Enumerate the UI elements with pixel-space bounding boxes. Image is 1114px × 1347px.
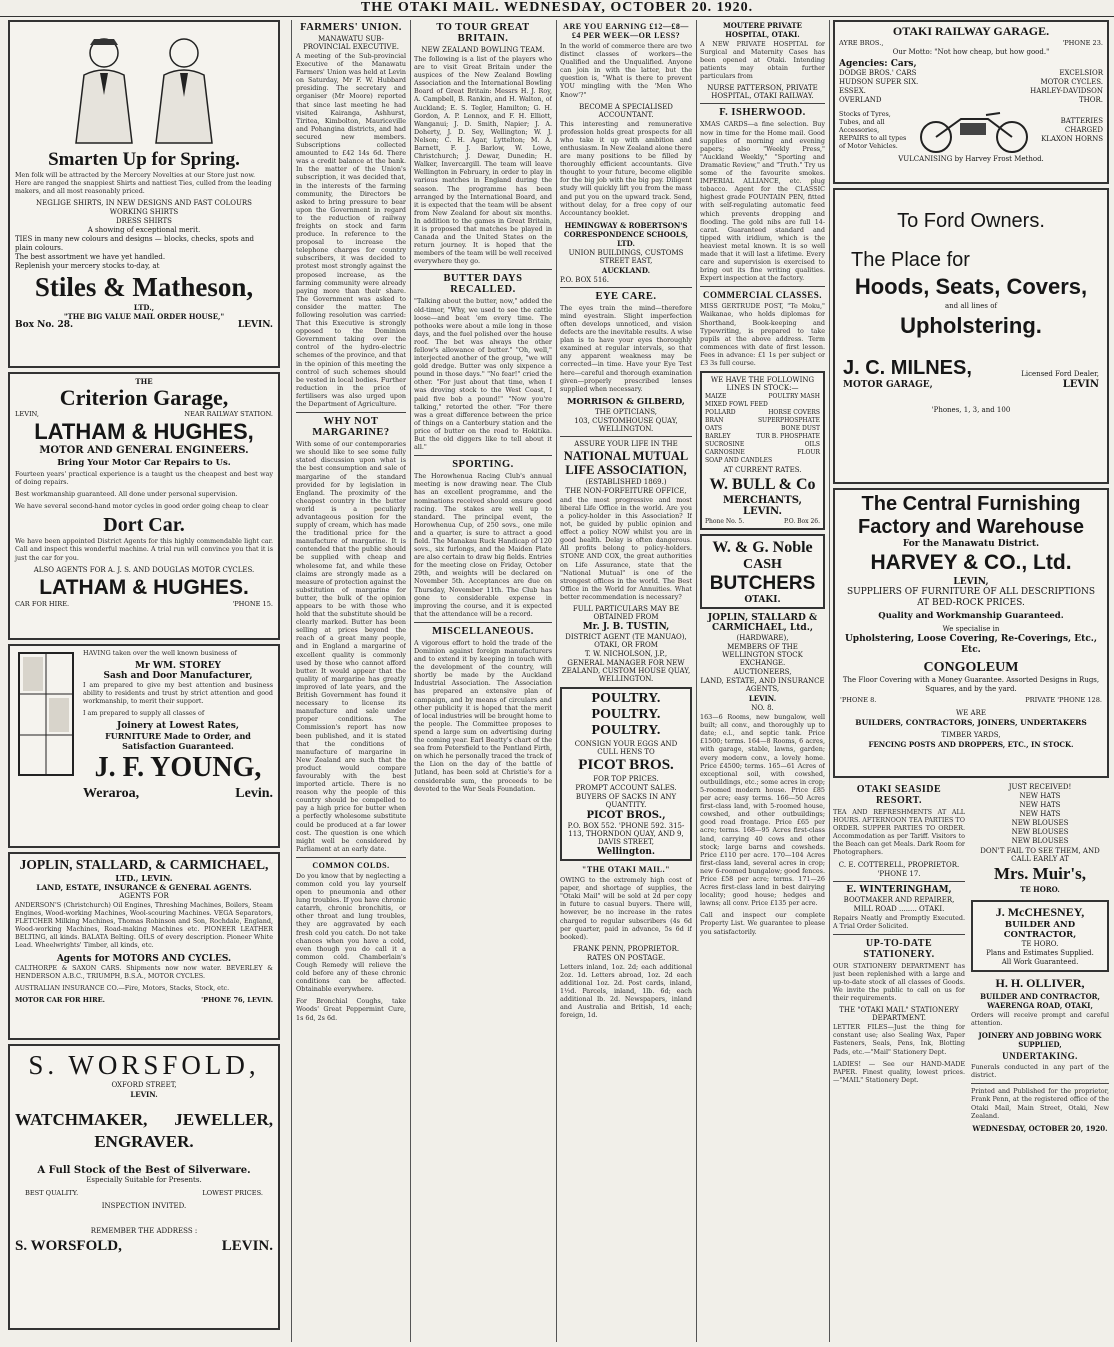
nicholson-name: T. W. NICHOLSON, J.P., xyxy=(584,650,668,659)
milnes-name: J. C. MILNES, xyxy=(843,357,972,379)
joplin-name: JOPLIN, STALLARD, & CARMICHAEL, xyxy=(19,857,269,872)
mcchesney-ad xyxy=(971,900,1109,972)
criterion-the: THE xyxy=(135,377,153,386)
stiles-name: Stiles & Matheson, xyxy=(34,272,254,303)
otaki-mail-prop: FRANK PENN, PROPRIETOR. xyxy=(572,944,680,953)
earning-become: BECOME A SPECIALISED ACCOUNTANT. xyxy=(579,102,673,119)
misc-body: A vigorous effort to hold the trade of the Dominion against foreign manufacturers and to extend it by keeping in touch with the development of the country, will shortly be made by the Auckland Industrial Association. The Association has prepared an extensive plan of campaign, and by means of circulars and other publicity it is hoped that the merit of local industries will be brought home to the people. The Committee proposes to spend a large sum on advertising during the coming year. Earl Beatty's chart of the sea from Petersfield to the Pentland Firth, on which he personally traced the track of the Lion on the day of the battle of Jutland, has been sold at Christie's for a considerable sum, the proceeds to be devoted to the War Seals Foundation. xyxy=(414,638,552,793)
criterion-exp: Fourteen years' practical experience is a taught us the cheapest and best way of doing repairs. xyxy=(15,470,273,487)
ford-place: The Place for xyxy=(851,249,970,271)
bull-stock-item: TUR B. PHOSPHATE xyxy=(756,433,820,441)
stiles-line: The best assortment we have yet handled. xyxy=(15,253,166,262)
divider xyxy=(414,455,552,456)
column-rule xyxy=(556,20,557,1342)
tustin-name: Mr. J. B. TUSTIN, xyxy=(582,622,670,633)
hospital-body: A NEW PRIVATE HOSPITAL for Surgical and Maternity Cases has been opened at Otaki. Intending patients may obtain further particulars from xyxy=(700,40,825,81)
harvey-phone-2: PRIVATE 'PHONE 128. xyxy=(1025,696,1102,704)
stationery-letter: LETTER FILES—Just the thing for constant use; also Sealing Wax, Paper Fasteners, Seals, Pens, Ink, Blotting Pads, etc.—"Mail" Stationery Dept. xyxy=(833,1023,965,1056)
bull-stock-row xyxy=(705,449,820,457)
butter-heading: BUTTER DAYS RECALLED. xyxy=(443,273,523,296)
harvey-upholstering: Upholstering, Loose Covering, Re-Coverings, Etc., Etc. xyxy=(844,634,1098,655)
life-full: FULL PARTICULARS MAY BE OBTAINED FROM xyxy=(572,605,680,622)
criterion-best: Best workmanship guaranteed. All done under personal supervision. xyxy=(15,490,238,499)
joplin-stallard-ad xyxy=(8,852,280,1040)
poultry-heading: POULTRY. POULTRY. POULTRY. xyxy=(591,691,661,739)
bull-stock-row xyxy=(705,401,820,409)
worsfold-town: LEVIN. xyxy=(130,1090,158,1099)
worsfold-esp: Especially Suitable for Presents. xyxy=(86,1176,202,1184)
worsfold-foot-name: S. WORSFOLD, xyxy=(15,1238,122,1254)
bull-rates: AT CURRENT RATES. xyxy=(723,466,802,475)
worsfold-foot-town: LEVIN. xyxy=(221,1238,273,1254)
latham-hughes-name: LATHAM & HUGHES, xyxy=(34,419,254,444)
garage-car-item: OVERLAND xyxy=(839,96,882,104)
resort-body: TEA AND REFRESHMENTS AT ALL HOURS. AFTERNOON TEA PARTIES TO ORDER. SUPPER PARTIES TO ORDER. Accommodation as per Tariff. Visitors to the Beach can get Meals. Dark Room for Photographers. xyxy=(833,808,965,857)
column-rule xyxy=(291,20,292,1342)
imprint-text: Printed and Published for the proprietor, Frank Penn, at the registered office of the Otaki Mail, Main Street, Otaki, New Zealand. xyxy=(971,1087,1109,1120)
sporting-heading: SPORTING. xyxy=(452,459,514,471)
worsfold-prices: LOWEST PRICES. xyxy=(202,1189,263,1197)
jsc-no: NO. 8. xyxy=(751,704,774,713)
jsc-listings: 163—6 Rooms, new bungalow, well built; all conv., and thoroughly up to date; e.l., and septic tank. Price £1500; terms. 164—8 Rooms, 6 acres, with garage, stable, lawns, garden; every modern conv., a lovely home. Price £4500; terms. 165—61 Acres of exceptional soil, with cowshed, outbuildings, etc.; some acres in crop; 5-roomed modern house. Price £85 per acre; easy terms. 166—50 Acres first-class land, with 5-roomed house, cowshed, and other outbuildings; good road frontage. Price £65 per acre; terms. 168—95 Acres first-class land, carrying 40 cows and other stock; large barns and cowsheds. Price £110 per acre. 170—104 Acres first-class land, several acres in crop; new 6-roomed bungalow; good fences. Price £58 per acre; terms. 171—26 Acres first-class land in best dairying locality; good house; hedges and lawns; all conv. Price £135 per acre. xyxy=(700,713,825,908)
worsfold-quality: BEST QUALITY. xyxy=(25,1189,79,1197)
jsc-land: LAND, ESTATE, AND INSURANCE AGENTS, xyxy=(700,677,825,694)
bull-stock-row xyxy=(705,457,820,465)
congoleum-heading: CONGOLEUM xyxy=(923,660,1019,675)
peppermint-note: For Bronchial Coughs, take Woods' Great Peppermint Cure, 1s 6d, 2s 6d. xyxy=(296,997,406,1022)
worsfold-name: S. WORSFOLD, xyxy=(28,1050,260,1080)
earning-body-2: This interesting and remunerative profession holds great prospects for all who take it up with ambition and enthusiasm. In New Zealand alone there are many positions to be filled by thoroughly efficient accountants. Give thought to your future, become eligible for the big job with the big pay. Diligent study will quickly lift you from the mass and put you on the upward track. Send, without delay, for a free copy of our Accountancy booklet. xyxy=(560,119,692,217)
milnes-garage: MOTOR GARAGE, xyxy=(843,380,933,390)
bull-stock-item: OATS xyxy=(705,425,723,433)
harvey-phone-1: 'PHONE 8. xyxy=(840,696,877,704)
latham-hughes-name-2: LATHAM & HUGHES. xyxy=(39,575,249,599)
garage-car-item: ESSEX. xyxy=(839,87,866,95)
worsfold-insp: INSPECTION INVITED. xyxy=(101,1202,187,1210)
life-body: and the most progressive and most liberal Life Office in the world. Are you a policy-holder in this Association? If not, be guided by public opinion and effect a policy NOW whilst you are in good health. Delay is often dangerous. All profits belong to policy-holders. STONE AND COX, the great authorities on Life Assurance, state that the "National Mutual" is one of the strongest offices in the world. The Best Office in the World for Annuities. What better recommendation is necessary? xyxy=(560,495,692,601)
column-rule xyxy=(696,20,697,1342)
postage-body: Letters inland, 1oz. 2d; each additional 2oz. 1d. Letters abroad, 1oz. 2d each additional 1oz. 2d. Post cards, inland, 1½d. Parcels, inland, 1lb. 6d; each additional lb. 2d. Newspapers, inland and Australia and British, 1d each; foreign, 1d. xyxy=(560,962,692,1020)
criterion-name: Criterion Garage, xyxy=(59,385,229,410)
bull-box: P.O. Box 26. xyxy=(784,518,820,526)
bull-stock-item: POLLARD xyxy=(705,409,736,417)
tour-sub: NEW ZEALAND BOWLING TEAM. xyxy=(421,46,545,54)
imprint-date: WEDNESDAY, OCTOBER 20, 1920. xyxy=(972,1123,1108,1133)
noble-butchers-ad xyxy=(700,534,825,609)
jsc-auctioneers: AUCTIONEERS, xyxy=(733,668,792,677)
divider xyxy=(833,881,965,882)
postage-heading: RATES ON POSTAGE. xyxy=(586,953,666,962)
stiles-line: DRESS SHIRTS xyxy=(116,217,172,226)
stationery-body: OUR STATIONERY DEPARTMENT has just been replenished with a large and up-to-date stock of all classes of Goods. We invite the public to call on us for their requirements. xyxy=(833,961,965,1003)
worsfold-ad xyxy=(8,1044,280,1330)
criterion-left: LEVIN, xyxy=(15,410,40,418)
picot-bros-ad xyxy=(560,687,692,861)
olliver-funerals: Funerals conducted in any part of the district. xyxy=(971,1063,1109,1080)
stationery-ladies: LADIES! — See our HAND-MADE PAPER. Finest quality, lowest prices.—"MAIL" Stationery Dept. xyxy=(833,1059,965,1084)
sporting-body: The Horowhenua Racing Club's annual meeting is now drawing near. The Club has an excellent programme, and the nominations received should ensure good racing. The stakes are well up to standard. The principal event, the Horowhenua Cup, of 250 sovs., one mile and a quarter, is sure to attract a good field. The Manakau Ruck Handicap of 120 sovs., six furlongs, and the Maiden Plate are also certain to draw big fields. Entries for the meeting close on Friday, October 29th, and weights will be declared on November 5th. Acceptances are due on Thursday, November 11th. The Club has gone to considerable expense in improving the course, and it is expected that the attendance will be a record. xyxy=(414,472,552,618)
w-bull-ad xyxy=(700,371,825,530)
hospital-heading: MOUTERE PRIVATE HOSPITAL, OTAKI. xyxy=(723,21,802,39)
criterion-right: NEAR RAILWAY STATION. xyxy=(184,410,273,418)
garage-cycle-item: THOR. xyxy=(1078,96,1103,104)
muir-item: NEW HATS xyxy=(1019,792,1061,800)
garage-cars-list xyxy=(839,69,918,105)
young-text: HAVING taken over the well known business of xyxy=(83,649,237,657)
garage-vulcanising: VULCANISING by Harvey Frost Method. xyxy=(898,155,1044,163)
bull-stock-item: CARNOSINE xyxy=(705,449,745,457)
stationery-heading: UP-TO-DATE STATIONERY. xyxy=(863,937,935,960)
joplin-ltd: LTD., LEVIN. xyxy=(115,873,173,883)
milnes-town: LEVIN xyxy=(1062,379,1099,390)
jsc-sub: (HARDWARE), xyxy=(736,634,789,643)
muir-heading: JUST RECEIVED! xyxy=(1008,783,1072,791)
bull-name: W. BULL & Co xyxy=(709,476,816,494)
farmers-body: A meeting of the Sub-provincial Executive of the Manawatu Farmers' Union was held at Levin on Saturday, Mr F. W. Hubbard presiding. The secretary and organiser (Mr Moore) reported that since last meeting he had visited Kairanga, Ashhurst, Tiritea, Kimbolton, Mauriceville and Pohangina districts, and had secured new members. Subscriptions collected amounted to £42 14s 6d. There was a credit balance at the bank. In the matter of the Union's subscription, it was decided that, in the interests of the farming community, the Directors be asked to bring pressure to bear upon the Government in regard to the reduction of railway freights on stock and farm produce. In reference to the proposal to increase the telephone charges for country subscribers, it was decided to protest most strongly against the proposed increase, as the farming community were already paying more than their share. The Government was asked to consider the matter. The following resolution was carried: That this Executive is strongly opposed to the Dominion Government taking over the control of the hydro-electric schemes of the province, and that in the opinion of this meeting the control of such schemes should be vested in local bodies. Further reduction in the price of fertilisers was also urged upon the Department of Agriculture. xyxy=(296,52,406,409)
stiles-text: Men folk will be attracted by the Mercery Novelties at our Store just now. Here are ranged the snappiest Shirts and nattiest Ties, culled from the leading makers, and all most reasonably priced. xyxy=(15,171,272,196)
picot-name-2: PICOT BROS., xyxy=(586,810,666,822)
muir-items xyxy=(971,792,1109,846)
worsfold-remember: REMEMBER THE ADDRESS : xyxy=(90,1227,198,1235)
bull-stock-row xyxy=(705,409,820,417)
life-office: THE NON-FORFEITURE OFFICE, xyxy=(565,486,687,495)
bull-stock-list xyxy=(705,393,820,465)
otaki-railway-garage-ad xyxy=(833,20,1109,184)
earning-heading: ARE YOU EARNING £12—£8—£4 PER WEEK—OR LESS? xyxy=(563,22,689,40)
stiles-line: A showing of exceptional merit. xyxy=(87,226,201,235)
bull-merchants: MERCHANTS, xyxy=(722,495,803,507)
stiles-box: Box No. 28. xyxy=(15,320,74,331)
ford-upholstering: Upholstering. xyxy=(900,313,1042,338)
winteringham-name: E. WINTERINGHAM, xyxy=(846,884,952,895)
mcchesney-town: TE HORO. xyxy=(1021,940,1059,948)
garage-cycles-list xyxy=(1030,69,1103,105)
joplin-makes: CALTHORPE & SAXON CARS. Shipments now now water. BEVERLEY & HENDERSON A.B.C., TRIUMPH, B.S.A., MOTOR CYCLES. xyxy=(15,963,273,980)
noble-name: W. & G. Noble xyxy=(712,539,813,557)
criterion-bring: Bring Your Motor Car Repairs to Us. xyxy=(57,458,231,468)
divider xyxy=(414,622,552,623)
milnes-licensed: Licensed Ford Dealer, xyxy=(1021,370,1099,378)
resort-prop: C. E. COTTERELL, PROPRIETOR. xyxy=(838,860,960,869)
young-name: J. F. YOUNG, xyxy=(94,752,262,784)
bull-stock-item: OILS xyxy=(804,441,820,449)
classes-body: MISS GERTRUDE POST, "Te Moku," Waikanae, who holds diplomas for Shorthand, Book-keeping and Typewriting, is prepared to take pupils at the above address. Term commences with date of first lesson. Fees in advance: £1 1s per subject or £3 3s full course. xyxy=(700,302,825,367)
mcchesney-plans: Plans and Estimates Supplied. xyxy=(986,949,1094,957)
mcchesney-trade: BUILDER AND CONTRACTOR, xyxy=(1003,920,1077,940)
winteringham-repairs: Repairs Neatly and Promptly Executed. A Trial Order Solicited. xyxy=(833,913,965,930)
worsfold-street: OXFORD STREET, xyxy=(111,1081,177,1089)
bull-stock-item: BARLEY xyxy=(705,433,731,441)
margarine-body: With some of our contemporaries we should like to see some fully stated discussion upon what is the best consumption and sale of margarine of the standard provided for by legislation in England. The proximity of the cheapest country in the butter world is a peculiarly advantageous position for the supply of cream, which has made the traditional price for the manufacture of margarine. It is contended that the public should be supplied with cheap and wholesome fat, and while these claims are strongly made as a measure of protection against the substitution of margarine for butter, the bulk of the opinion appears to be with those who hold that the substitute should be clearly marked. Butter has been selling at prices beyond the reach of a great many people, and in England a margarine of excellent quality is commonly used by those who cannot afford butter. It would appear that the quality of margarine has greatly improved of late years, and the British Government has found it necessary to license its manufacture and sale under proper conditions. The Commission's report has now been published, and it is stated that the conditions of manufacture of margarine in New Zealand are such that the product would compare favourably with the best imported article. There is no reason why the people of this country should be compelled to pay a high price for butter when a perfectly wholesome substitute could be produced at a far lower cost. The question is one which might well be considered by Parliament at an early date. xyxy=(296,440,406,853)
winteringham-mill: MILL ROAD ........ OTAKI. xyxy=(853,904,945,913)
muir-note: DON'T FAIL TO SEE THEM, AND CALL EARLY AT xyxy=(980,847,1100,863)
stiles-line: Replenish your mercery stocks to-day, at xyxy=(15,262,160,271)
bull-stock-row xyxy=(705,393,820,401)
colds-heading: COMMON COLDS. xyxy=(312,860,390,870)
harvey-specialise: We specialise in xyxy=(942,625,1000,633)
garage-phone: 'PHONE 23. xyxy=(1062,39,1103,47)
joplin-motors: Agents for MOTORS AND CYCLES. xyxy=(56,953,232,964)
congoleum-text: The Floor Covering with a Money Guarantee. Assorted Designs in Rugs, Squares, and by the yard. xyxy=(842,676,1100,693)
poultry-top: FOR TOP PRICES. xyxy=(593,775,659,784)
criterion-agents: ALSO AGENTS FOR A. J. S. AND DOUGLAS MOTOR CYCLES. xyxy=(33,565,255,574)
joplin-agents: AGENTS FOR xyxy=(119,892,169,900)
garage-agencies: Agencies: Cars, xyxy=(839,59,917,69)
otaki-mail-body: OWING to the extremely high cost of paper, and shortage of supplies, the "Otaki Mail" will be sold at 2d per copy in future to casual buyers. There will, however, be no increase in the rates charged to regular subscribers (4s 6d per quarter, paid in advance, 5s 6d if booked). xyxy=(560,876,692,941)
picot-addr: P.O. BOX 552. 'PHONE 592. 315-113, THORNDON QUAY, AND 9, DAVIS STREET, xyxy=(567,822,685,847)
muir-town: TE HORO. xyxy=(1020,885,1060,894)
jf-young-ad xyxy=(8,644,280,848)
isherwood-body: XMAS CARDS—a fine selection. Buy now in time for the Home mail. Good supplies of morning and evening papers; also "Weekly Press," "Auckland Weekly," "Sporting and Dramatic Review," and "Truth." Try us some of the favourite smokes. IMPERIAL ALLIANCE, etc. plug tobacco. Agent for the CLASSIC highest grade FOUNTAIN PEN, fitted with self-regulating automatic feed which prevents dropping and flooding. The gold nibs are full 14-carat. Guaranteed standard and tipped with iridium, which is the heaviest metal known. It is so well made that it will last a lifetime. Every care and supervision is exercised to bring out its fine writing qualities. Expert inspection at the factory. xyxy=(700,120,825,283)
garage-cycle-item: EXCELSIOR xyxy=(1059,69,1103,77)
mcchesney-work: All Work Guaranteed. xyxy=(1001,958,1079,966)
dort-car-heading: Dort Car. xyxy=(103,514,185,537)
harvey-name: HARVEY & CO., Ltd. xyxy=(870,551,1072,574)
stiles-line: TIES in many new colours and designs — blocks, checks, spots and plain colours. xyxy=(15,235,255,253)
olliver-sub: BUILDER AND CONTRACTOR, WAERENGA ROAD, OTAKI, xyxy=(980,992,1100,1010)
bull-stock-item: MIXED FOWL FEED xyxy=(705,401,768,409)
resort-phone: 'PHONE 17. xyxy=(877,869,921,878)
farmers-heading: FARMERS' UNION. xyxy=(300,22,402,33)
morrison-addr: 103, CUSTOMHOUSE QUAY, WELLINGTON. xyxy=(574,416,678,433)
young-storey: Mr WM. STOREY xyxy=(135,661,221,672)
garage-heading: OTAKI RAILWAY GARAGE. xyxy=(892,24,1050,38)
window-sash-icon xyxy=(15,649,77,779)
column-4 xyxy=(560,20,692,1342)
divider xyxy=(700,286,825,287)
garage-cycle-item: HARLEY-DAVIDSON xyxy=(1030,87,1103,95)
bull-town: LEVIN. xyxy=(742,506,783,518)
young-text: I am prepared to supply all classes of xyxy=(83,709,205,718)
column-1 xyxy=(8,20,280,1342)
stiles-ltd: LTD., xyxy=(133,303,155,313)
harvey-for: For the Manawatu District. xyxy=(902,539,1040,549)
olliver-joinery: JOINERY AND JOBBING WORK SUPPLIED, xyxy=(978,1031,1102,1050)
muir-item: NEW BLOUSES xyxy=(1011,837,1069,845)
bull-stock-row xyxy=(705,433,820,441)
bull-stock-item: SOAP AND CANDLES xyxy=(705,457,773,465)
column-2 xyxy=(296,20,406,1342)
muir-item: NEW BLOUSES xyxy=(1011,819,1069,827)
hemingway-bldg: UNION BUILDINGS, CUSTOMS STREET EAST, xyxy=(568,248,684,265)
divider xyxy=(700,103,825,104)
garage-batteries: BATTERIES CHARGED xyxy=(1060,116,1103,134)
young-trade: Sash and Door Manufacturer, xyxy=(103,671,253,682)
misc-heading: MISCELLANEOUS. xyxy=(432,625,534,637)
garage-car-item: DODGE BROS.' CARS xyxy=(839,69,917,77)
life-top: ASSURE YOUR LIFE IN THE xyxy=(574,439,678,448)
jsc-foot: Call and inspect our complete Property List. We guarantee to please you satisfactorily. xyxy=(700,911,825,936)
garage-car-item: HUDSON SUPER SIX. xyxy=(839,78,919,86)
column-3 xyxy=(414,20,552,1342)
harvey-fencing: FENCING POSTS AND DROPPERS, ETC., IN STOCK. xyxy=(868,740,1074,749)
jsc-town: LEVIN. xyxy=(748,694,777,704)
classes-heading: COMMERCIAL CLASSES. xyxy=(702,290,823,301)
picot-name: PICOT BROS. xyxy=(578,757,674,774)
bull-stock-row xyxy=(705,425,820,433)
tour-heading: TO TOUR GREAT BRITAIN. xyxy=(436,22,530,44)
ford-owners-ad xyxy=(833,188,1109,484)
noble-town: OTAKI. xyxy=(744,595,781,606)
bull-stock-item: FLOUR xyxy=(797,449,820,457)
morrison-sub: THE OPTICIANS, xyxy=(594,407,658,416)
bull-stock-row xyxy=(705,441,820,449)
divider xyxy=(296,857,406,858)
worsfold-stock: A Full Stock of the Best of Silverware. xyxy=(37,1165,251,1176)
young-text: I am prepared to give my best attention and business ability to residents and trust by strict attention and good workmanship, to merit their support. xyxy=(83,681,273,706)
young-joinery: Joinery at Lowest Rates, xyxy=(117,721,239,732)
resort-heading: OTAKI SEASIDE RESORT. xyxy=(856,784,942,806)
hemingway-name: HEMINGWAY & ROBERTSON'S CORRESPONDENCE SCHOOLS, LTD. xyxy=(563,220,689,248)
column-6 xyxy=(833,20,1109,1342)
earning-body: In the world of commerce there are two distinct classes of workers—the Qualified and the Unqualified. Anyone can join in with the latter, but the question is, "What is there to prevent YOU mingling with the 'Men Who Know'?" xyxy=(560,42,692,99)
milnes-phones: 'Phones, 1, 3, and 100 xyxy=(931,406,1011,414)
joplin-phone: 'PHONE 76, LEVIN. xyxy=(201,995,273,1004)
noble-cash: CASH xyxy=(743,557,782,573)
nicholson-role: GENERAL MANAGER FOR NEW ZEALAND, CUSTOM HOUSE QUAY, WELLINGTON. xyxy=(561,659,691,684)
column-5 xyxy=(700,20,825,1342)
muir-item: NEW HATS xyxy=(1019,801,1061,809)
bull-stock-item: BRAN xyxy=(705,417,724,425)
harvey-timber: TIMBER YARDS, xyxy=(941,731,1001,739)
hemingway-box: P.O. BOX 516. xyxy=(560,275,609,284)
stationery-dept: THE "OTAKI MAIL" STATIONERY DEPARTMENT. xyxy=(839,1006,959,1023)
joplin-hire: MOTOR CAR FOR HIRE. xyxy=(15,995,105,1004)
jsc-name: JOPLIN, STALLARD & CARMICHAEL, Ltd., xyxy=(707,613,818,634)
picot-city: Wellington. xyxy=(596,847,656,858)
harvey-quality: Quality and Workmanship Guaranteed. xyxy=(878,611,1064,621)
harvey-town: LEVIN, xyxy=(953,577,989,587)
garage-stock: Stocks of Tyres, Tubes, and all Accessories, REPAIRS to all types of Motor Vehicles. xyxy=(839,110,907,150)
bull-have: WE HAVE THE FOLLOWING LINES IN STOCK:— xyxy=(710,376,815,393)
joplin-aus: AUSTRALIAN INSURANCE CO.—Fire, Motors, Stacks, Stock, etc. xyxy=(15,983,230,992)
hemingway-city: AUCKLAND. xyxy=(601,265,651,275)
harvey-weare: WE ARE xyxy=(956,709,986,717)
divider xyxy=(971,1083,1109,1084)
ford-and: and all lines of xyxy=(944,302,997,310)
olliver-name: H. H. OLLIVER, xyxy=(995,976,1085,990)
bull-stock-item: SUCROSINE xyxy=(705,441,745,449)
isherwood-heading: F. ISHERWOOD. xyxy=(719,107,806,119)
garage-firm: AYRE BROS., xyxy=(839,39,884,47)
stiles-line: NEGLIGE SHIRTS, IN NEW DESIGNS AND FAST COLOURS xyxy=(36,199,252,208)
column-rule xyxy=(829,20,830,1342)
butter-body: "Talking about the butter, now," added the old-timer, "Why, we used to see the cattle loose—and beat 'em every time. The pothooks were about a mile long in those days, and the fuel polished over the house roof. The bet was always the other fellow's allowance of butter." "Oh, well," interjected another of the group, "we will gold dredge. Butter was only sixpence a pound in those days." "No fear!" cried the other. "For just about that time, when I was droving stock to the West Coast, I paid five bob a pound!" "Now you're talking," retorted the other. "For there was a great difference between the price of things on a Canterbury station and the price of butter on the road to Hokitika. But the old diggers like to tell about it all." xyxy=(414,297,552,452)
harvey-co-ad xyxy=(833,488,1109,778)
garage-motto: Our Motto: "Not how cheap, but how good." xyxy=(892,48,1050,56)
dort-text: We have been appointed District Agents for this highly commendable light car. Call and inspect this wonderful machine. A trial run will convince you that it is just the car for you. xyxy=(15,537,273,562)
stiles-headline: Smarten Up for Spring. xyxy=(48,149,240,170)
motorcycle-icon xyxy=(916,105,1034,155)
harvey-suppliers: SUPPLIERS OF FURNITURE OF ALL DESCRIPTIONS AT BED-ROCK PRICES. xyxy=(846,587,1096,608)
muir-item: NEW BLOUSES xyxy=(1011,828,1069,836)
tustin-dist: DISTRICT AGENT (TE MANUAO), OTAKI, OR FROM xyxy=(565,633,687,650)
young-left: Weraroa, xyxy=(83,786,140,802)
worsfold-engraver: ENGRAVER. xyxy=(94,1132,194,1151)
harvey-title-2: Factory and Warehouse xyxy=(858,516,1084,538)
olliver-orders: Orders will receive prompt and careful attention. xyxy=(971,1011,1109,1028)
young-furniture: FURNITURE Made to Order, and Satisfaction Guaranteed. xyxy=(105,731,251,752)
otaki-mail-heading: "THE OTAKI MAIL." xyxy=(581,865,671,875)
poultry-prompt: PROMPT ACCOUNT SALES. xyxy=(575,784,677,793)
divider xyxy=(560,436,692,437)
harvey-builders: BUILDERS, CONTRACTORS, JOINERS, UNDERTAKERS xyxy=(855,718,1087,727)
bull-stock-item: HORSE COVERS xyxy=(768,409,820,417)
tour-body: The following is a list of the players who are to visit Great Britain under the auspices of the New Zealand Bowling Association and the International Bowling Board of Great Britain: Messrs H. J. Roy, A. Campbell, B. Rankin, and H. Walton, of Auckland; E. S. Tegler, Hamilton; G. H. Gordon, A. P. Lennox, and F. H. Elliott, Wanganui; J. D. Smith, Napier; J. A. Doherty, J. D. Sey, Wellington; W. J. Nelson; C. H. Agar, Lyttelton; M. A. Barnett, F. J. Barlow, W. Lowe, Christchurch; J. Dewar, Dunedin; H. Walker, Invercargill. The team will leave Wellington in February, in order to play in various matches in England during the season. The programme has been arranged by the International Board, and it is expected that the team will be absent from New Zealand for about six months. In addition to the games in Great Britain, it is proposed that matches be played in Canada and the United States on the return journey. It is hoped that the members of the team will be well received everywhere they go. xyxy=(414,55,552,266)
bull-stock-item: POULTRY MASH xyxy=(768,393,820,401)
mcchesney-name: J. McCHESNEY, xyxy=(995,905,1085,919)
divider xyxy=(414,269,552,270)
bull-stock-item: MAIZE xyxy=(705,393,727,401)
criterion-garage-ad xyxy=(8,372,280,640)
criterion-hire: CAR FOR HIRE. xyxy=(15,599,70,608)
poultry-consign: CONSIGN YOUR EGGS AND CULL HENS TO xyxy=(574,740,678,757)
joplin-text: ANDERSON'S (Christchurch) Oil Engines, Threshing Machines, Boilers, Steam Engines, Wood-working Machines, Wool-scouring Machines. VEGA Separators, FLETCHER Milking Machines, Thomas Robinson and Son, Rochdale, England, Wood-working Machines, Road-making Machines etc. PIONEER LEATHER BELTING, all kinds. BALATA Belting. OILS of every description. Pioneer White Lead. Wheelwrights' Timber, all kinds, etc. xyxy=(15,901,273,950)
bull-stock-item: BONE DUST xyxy=(781,425,820,433)
ford-heading: To Ford Owners. xyxy=(897,210,1045,232)
national-mutual-name: NATIONAL MUTUAL LIFE ASSOCIATION, xyxy=(563,448,689,477)
criterion-trade: MOTOR AND GENERAL ENGINEERS. xyxy=(39,445,249,456)
winteringham-trade: BOOTMAKER AND REPAIRER, xyxy=(843,895,955,904)
men-illustration-icon xyxy=(44,25,244,145)
stiles-tagline: "THE BIG VALUE MAIL ORDER HOUSE," xyxy=(63,312,225,322)
muir-name: Mrs. Muir's, xyxy=(993,864,1087,883)
joplin-sub: LAND, ESTATE, INSURANCE & GENERAL AGENTS. xyxy=(36,883,252,892)
eyecare-body: The eyes train the mind—therefore mind eyestrain. Slight imperfection often develops unnoticed, and vision defects are the inevitable results. A wise plan is to have your eyes thoroughly examined at regular intervals, so that any apparent weakness may be corrected—in time. Have your Eye Test here—careful and thorough examination given—properly prescribed lenses supplied when necessary. xyxy=(560,303,692,393)
garage-cycle-item: MOTOR CYCLES. xyxy=(1040,78,1103,86)
stiles-town: LEVIN. xyxy=(237,320,273,331)
stiles-matheson-ad xyxy=(8,20,280,368)
noble-butchers: BUTCHERS xyxy=(709,573,816,595)
harvey-title-1: The Central Furnishing xyxy=(861,493,1081,515)
garage-klaxon: KLAXON HORNS xyxy=(1041,134,1103,143)
divider xyxy=(296,412,406,413)
bull-stock-item: SUPERPHOSPHATE xyxy=(757,417,820,425)
margarine-heading: WHY NOT MARGARINE? xyxy=(312,416,390,439)
muir-item: NEW HATS xyxy=(1019,810,1061,818)
worsfold-watchmaker: WATCHMAKER, xyxy=(15,1110,148,1129)
stiles-line: WORKING SHIRTS xyxy=(109,208,179,217)
colds-body: Do you know that by neglecting a common cold you lay yourself open to pneumonia and other lung troubles. If you have chronic catarrh, chronic bronchitis, or other throat and lung troubles, they are aggravated by each fresh cold you catch. Do not take chances when you have a cold, even though you do call it a common cold. Chamberlain's Cough Remedy will relieve the cold before any of these chronic conditions can be affected. Obtainable everywhere. xyxy=(296,871,406,994)
divider xyxy=(560,287,692,288)
eyecare-heading: EYE CARE. xyxy=(595,290,657,302)
jsc-members: MEMBERS OF THE WELLINGTON STOCK EXCHANGE. xyxy=(722,643,803,668)
hospital-nurse: NURSE PATTERSON, PRIVATE HOSPITAL, OTAKI RAILWAY. xyxy=(707,84,818,101)
worsfold-jeweller: JEWELLER, xyxy=(174,1110,273,1129)
young-right: Levin. xyxy=(235,786,273,802)
ford-hoods: Hoods, Seats, Covers, xyxy=(854,274,1088,299)
poultry-buyers: BUYERS OF SACKS IN ANY QUANTITY. xyxy=(575,793,677,810)
farmers-sub: MANAWATU SUB-PROVINCIAL EXECUTIVE. xyxy=(303,35,399,51)
masthead: THE OTAKI MAIL. WEDNESDAY, OCTOBER 20. 1920. xyxy=(0,0,1114,17)
divider xyxy=(833,934,965,935)
column-rule xyxy=(410,20,411,1342)
criterion-phone: 'PHONE 15. xyxy=(232,599,273,608)
criterion-cycles: We have several second-hand motor cycles in good order going cheap to clear xyxy=(15,502,269,511)
bull-phone: Phone No. 5. xyxy=(705,518,745,526)
bull-stock-row xyxy=(705,417,820,425)
olliver-undertaking: UNDERTAKING. xyxy=(1002,1051,1078,1062)
life-est: (ESTABLISHED 1869.) xyxy=(585,477,667,486)
morrison-name: MORRISON & GILBERD, xyxy=(567,396,685,407)
